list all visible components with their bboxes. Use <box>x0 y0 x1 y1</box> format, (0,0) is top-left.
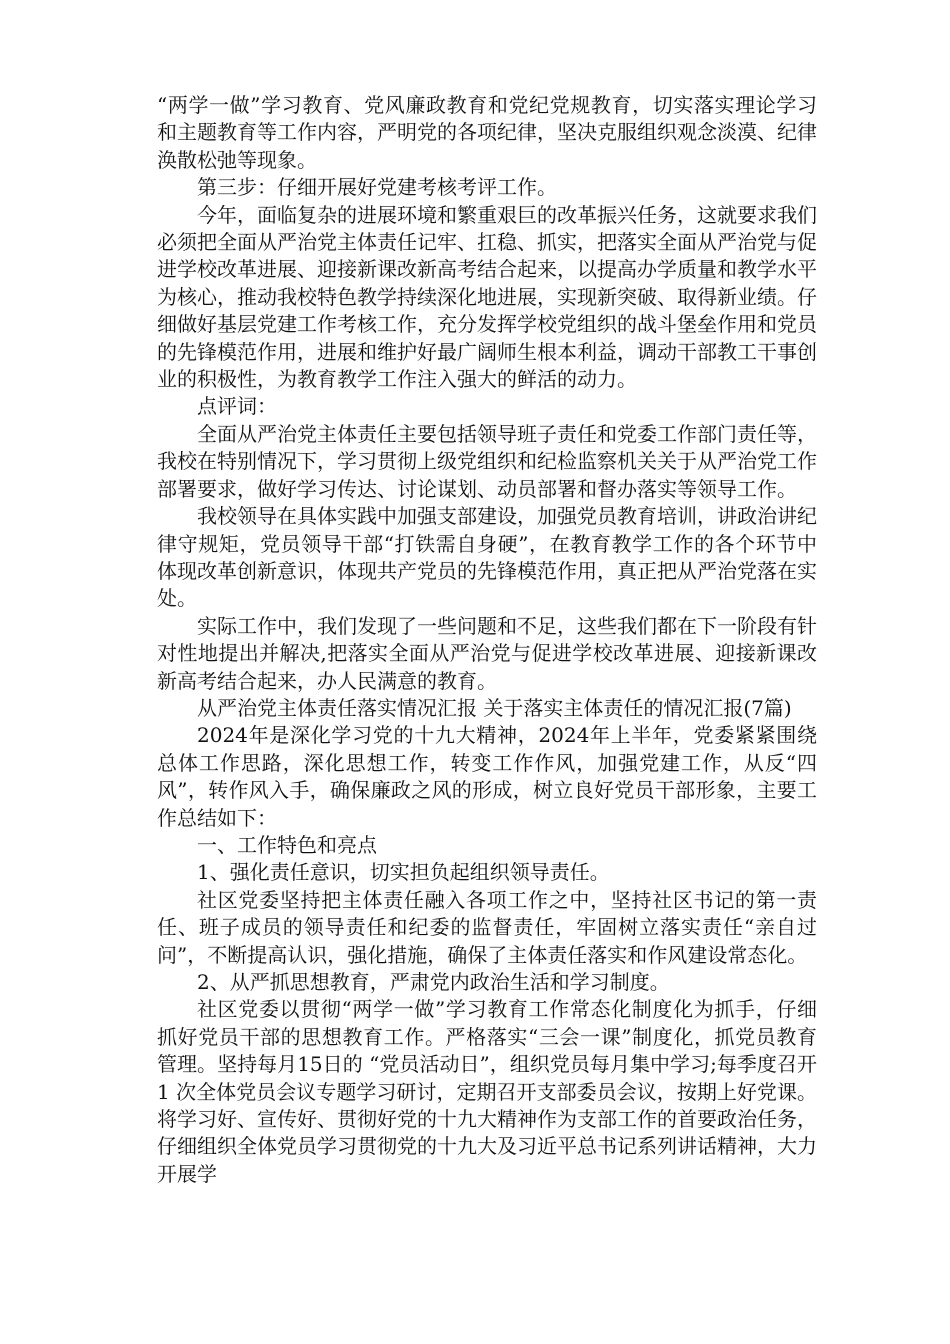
paragraph: 2024年是深化学习党的十九大精神，2024年上半年，党委紧紧围绕总体工作思路，深化思想工作，转变工作作风，加强党建工作，从反“四风”，转作风入手，确保廉政之风的形成，树立良好党员干部形象，主要工作总结如下： <box>157 723 817 830</box>
paragraph: “两学一做”学习教育、党风廉政教育和党纪党规教育，切实落实理论学习和主题教育等工作内容，严明党的各项纪律，坚决克服组织观念淡漠、纪律涣散松弛等现象。 <box>157 93 817 172</box>
paragraph: 今年，面临复杂的进展环境和繁重艰巨的改革振兴任务，这就要求我们必须把全面从严治党主体责任记牢、扛稳、抓实，把落实全面从严治党与促进学校改革进展、迎接新课改新高考结合起来，以提高办学质量和教学水平为核心，推动我校特色教学持续深化地进展，实现新突破、取得新业绩。仔细做好基层党建工作考核工作，充分发挥学校党组织的战斗堡垒作用和党员的先锋模范作用，进展和维护好最广阔师生根本利益，调动干部教工干事创业的积极性，为教育教学工作注入强大的鲜活的动力。 <box>157 202 817 392</box>
paragraph: 社区党委以贯彻“两学一做”学习教育工作常态化制度化为抓手，仔细抓好党员干部的思想教育工作。严格落实“三会一课”制度化，抓党员教育管理。坚持每月15日的 “党员活动日”，组织党员每月集中学习;每季度召开 1 次全体党员会议专题学习研讨，定期召开支部委员会议，按期上好党课。将学习好、宣传好、贯彻好党的十九大精神作为支部工作的首要政治任务，仔细组织全体党员学习贯彻党的十九大及习近平总书记系列讲话精神，大力开展学 <box>157 997 817 1186</box>
paragraph: 全面从严治党主体责任主要包括领导班子责任和党委工作部门责任等，我校在特别情况下，学习贯彻上级党组织和纪检监察机关关于从严治党工作部署要求，做好学习传达、讨论谋划、动员部署和督办落实等领导工作。 <box>157 421 817 501</box>
paragraph: 第三步：仔细开展好党建考核考评工作。 <box>197 175 557 200</box>
paragraph: 社区党委坚持把主体责任融入各项工作之中，坚持社区书记的第一责任、班子成员的领导责任和纪委的监督责任，牢固树立落实责任“亲自过问”，不断提高认识，强化措施，确保了主体责任落实和作风建设常态化。 <box>157 887 817 967</box>
subheading: 1、强化责任意识，切实担负起组织领导责任。 <box>197 860 610 885</box>
paragraph: 我校领导在具体实践中加强支部建设，加强党员教育培训，讲政治讲纪律守规矩，党员领导干部“打铁需自身硬”，在教育教学工作的各个环节中体现改革创新意识，体现共产党员的先锋模范作用，真正把从严治党落在实处。 <box>157 504 817 611</box>
section-heading: 从严治党主体责任落实情况汇报 关于落实主体责任的情况汇报(7篇) <box>197 695 792 720</box>
subheading: 2、从严抓思想教育，严肃党内政治生活和学习制度。 <box>197 970 670 994</box>
paragraph: 实际工作中，我们发现了一些问题和不足，这些我们都在下一阶段有针对性地提出并解决,把落实全面从严治党与促进学校改革进展、迎接新课改新高考结合起来，办人民满意的教育。 <box>157 613 817 693</box>
subheading: 一、工作特色和亮点 <box>197 832 377 857</box>
paragraph: 点评词： <box>197 394 277 419</box>
document-body <box>157 92 817 1188</box>
